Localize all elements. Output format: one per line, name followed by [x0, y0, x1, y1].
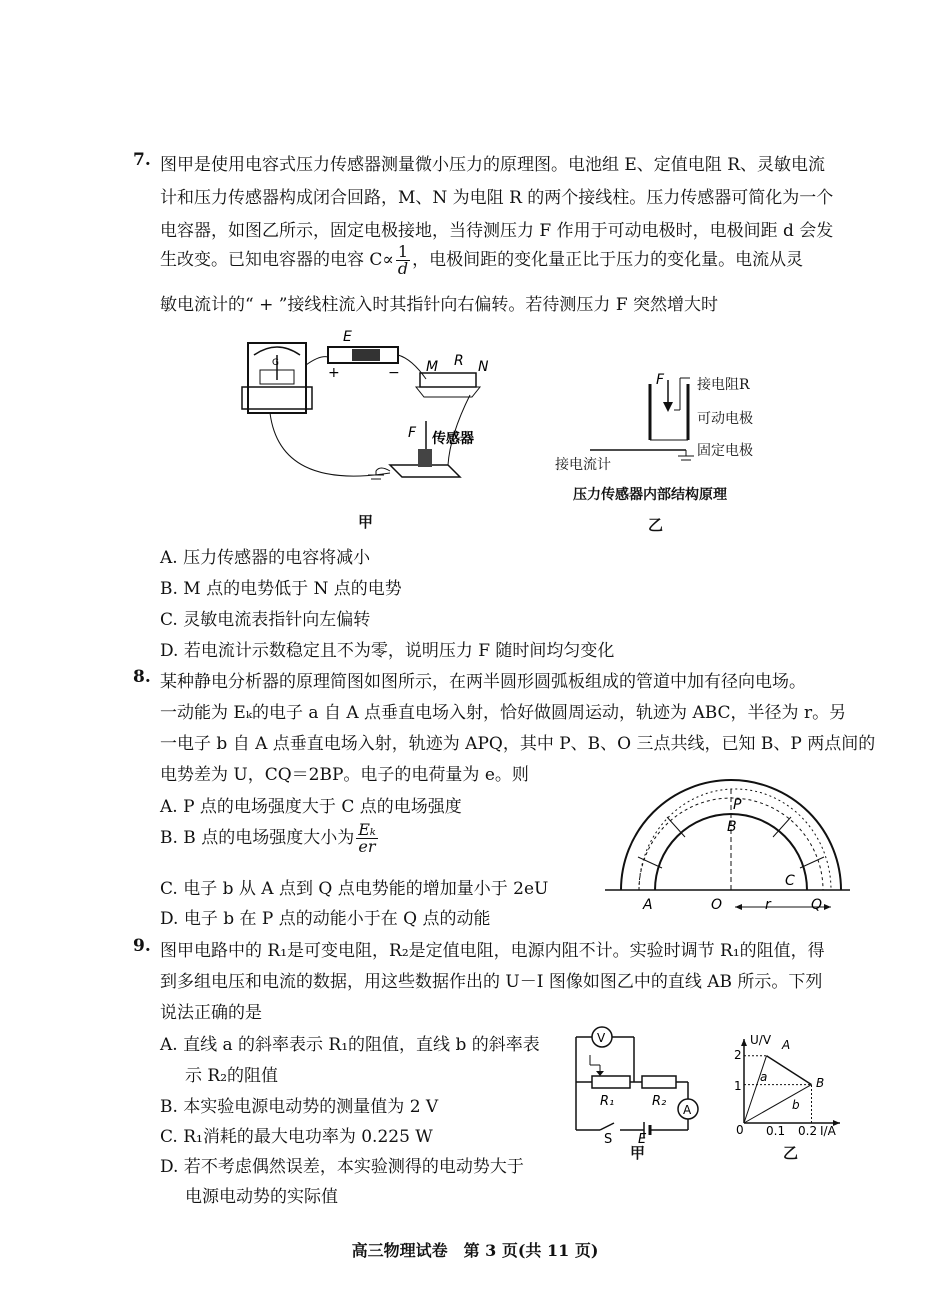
- q7-fig-b-to-r: 接电阻R: [697, 377, 750, 393]
- q7-line-4b: ，电极间距的变化量正比于压力的变化量。电流从灵: [412, 250, 804, 270]
- q9-graph-caption: 乙: [783, 1144, 799, 1162]
- q9-graph-ytick-1: 1: [734, 1079, 742, 1093]
- q7-option-b[interactable]: B. M 点的电势低于 N 点的电势: [160, 579, 402, 599]
- q9-option-a-cont: 示 R₂的阻值: [185, 1066, 279, 1086]
- fig-a-label-r: R: [454, 353, 464, 369]
- q7-figure-a: [240, 325, 489, 515]
- q9-graph-xtick-01: 0.1: [766, 1124, 786, 1138]
- q7-number: 7.: [133, 150, 151, 170]
- q9-graph: [732, 1033, 844, 1138]
- fig-a-label-f: F: [408, 425, 417, 441]
- q7-line-4a: 生改变。已知电容器的电容 C∝: [160, 250, 394, 270]
- q9-line-3: 说法正确的是: [160, 1003, 262, 1023]
- fig-a-label-sensor: 传感器: [432, 431, 474, 447]
- q7-line-5: 敏电流计的“ + ”接线柱流入时其指针向右偏转。若待测压力 F 突然增大时: [160, 295, 719, 315]
- q8-option-b[interactable]: B. B 点的电场强度大小为 $\frac{\text{Eₖ}}{er}$: [160, 820, 376, 856]
- q8-fig-label-b: B: [727, 819, 737, 835]
- q9-graph-label-a-line: a: [760, 1070, 768, 1084]
- q7-option-d[interactable]: D. 若电流计示数稳定且不为零，说明压力 F 随时间均匀变化: [160, 641, 615, 661]
- q7-fig-b-fixed: 固定电极: [697, 443, 753, 459]
- q8-fig-label-c: C: [785, 873, 795, 889]
- page-footer: 高三物理试卷 第 3 页(共 11 页): [351, 1241, 599, 1260]
- q7-line-2: 计和压力传感器构成闭合回路，M、N 为电阻 R 的两个接线柱。压力传感器可简化为一个: [160, 188, 834, 208]
- q7-line-3: 电容器，如图乙所示，固定电极接地，当待测压力 F 作用于可动电极时，电极间距 d 会发: [160, 221, 834, 241]
- q9-number: 9.: [133, 936, 151, 956]
- q8-option-a[interactable]: A. P 点的电场强度大于 C 点的电场强度: [160, 797, 462, 817]
- q8-line-1: 某种静电分析器的原理简图如图所示，在两半圆形圆弧板组成的管道中加有径向电场。: [160, 672, 806, 692]
- q9-circuit: [570, 1025, 720, 1147]
- q9-graph-x-axis: I/A: [820, 1124, 836, 1138]
- q8-fig-label-p: P: [733, 797, 742, 813]
- fig-a-label-plus: +: [328, 365, 340, 381]
- q8-fig-label-q: Q: [811, 897, 823, 913]
- q9-circuit-a: A: [683, 1103, 692, 1117]
- q9-circuit-caption: 甲: [630, 1144, 646, 1162]
- q9-graph-y-axis: U/V: [750, 1033, 772, 1047]
- fig-a-label-g: G: [272, 358, 279, 368]
- q7-option-c[interactable]: C. 灵敏电流表指针向左偏转: [160, 610, 371, 630]
- fig-b-label-f: F: [656, 372, 665, 388]
- q9-circuit-e: E: [638, 1132, 647, 1147]
- q9-option-c[interactable]: C. R₁消耗的最大电功率为 0.225 W: [160, 1127, 433, 1147]
- q7-fig-b-title: 压力传感器内部结构原理: [573, 487, 727, 503]
- q9-graph-label-a-point: A: [782, 1038, 791, 1052]
- q7-fig-b-movable: 可动电极: [697, 411, 753, 427]
- q9-graph-label-b-point: B: [816, 1076, 825, 1090]
- q9-graph-ytick-2: 2: [734, 1048, 742, 1062]
- q8-line-3: 一电子 b 自 A 点垂直电场入射，轨迹为 APQ，其中 P、B、O 三点共线，已知 B、P 两点间的: [160, 734, 876, 754]
- q9-circuit-r1: R₁: [600, 1094, 615, 1109]
- q9-graph-label-b-line: b: [792, 1098, 800, 1112]
- fig-a-label-minus: −: [388, 365, 400, 381]
- q8-figure: [605, 795, 850, 915]
- q9-circuit-v: V: [597, 1031, 606, 1045]
- q9-graph-xtick-02: 0.2: [798, 1124, 818, 1138]
- q8-fig-label-o: O: [711, 897, 723, 913]
- fig-a-label-n: N: [478, 359, 489, 375]
- q9-circuit-r2: R₂: [652, 1094, 667, 1109]
- q8-fig-label-r: r: [765, 897, 771, 913]
- q8-option-b-fraction: $\frac{\text{Eₖ}}{er}$: [358, 820, 376, 856]
- q8-fig-label-a: A: [643, 897, 653, 913]
- q7-fig-b-caption: 乙: [648, 516, 664, 534]
- fig-a-label-e: E: [343, 329, 352, 345]
- q9-option-a[interactable]: A. 直线 a 的斜率表示 R₁的阻值，直线 b 的斜率表: [160, 1035, 540, 1055]
- q9-graph-origin: 0: [736, 1123, 744, 1137]
- q9-circuit-s: S: [604, 1132, 613, 1147]
- q9-line-1: 图甲电路中的 R₁是可变电阻，R₂是定值电阻，电源内阻不计。实验时调节 R₁的阻值，得: [160, 941, 825, 961]
- fig-a-label-m: M: [426, 359, 439, 375]
- q9-line-2: 到多组电压和电流的数据，用这些数据作出的 U－I 图像如图乙中的直线 AB 所示。下列: [160, 972, 823, 992]
- q7-fig-a-caption: 甲: [358, 513, 374, 531]
- q7-option-a[interactable]: A. 压力传感器的电容将减小: [160, 548, 371, 568]
- q8-number: 8.: [133, 667, 151, 687]
- q8-line-4: 电势差为 U，CQ＝2BP。电子的电荷量为 e。则: [160, 765, 529, 785]
- q8-option-c[interactable]: C. 电子 b 从 A 点到 Q 点电势能的增加量小于 2eU: [160, 879, 549, 899]
- q8-line-2: 一动能为 Eₖ的电子 a 自 A 点垂直电场入射，恰好做圆周运动，轨迹为 ABC，半径为 r。另: [160, 703, 847, 723]
- q7-line-4: [160, 244, 803, 277]
- q7-fraction: $\frac{1}{d}$: [397, 242, 409, 278]
- q7-line-1: 图甲是使用电容式压力传感器测量微小压力的原理图。电池组 E、定值电阻 R、灵敏电流: [160, 155, 826, 175]
- q8-option-d[interactable]: D. 电子 b 在 P 点的动能小于在 Q 点的动能: [160, 909, 491, 929]
- q7-fig-b-to-meter: 接电流计: [555, 457, 611, 473]
- q9-option-b[interactable]: B. 本实验电源电动势的测量值为 2 V: [160, 1097, 439, 1117]
- q9-option-d[interactable]: D. 若不考虑偶然误差，本实验测得的电动势大于: [160, 1157, 524, 1177]
- q9-option-d-cont: 电源电动势的实际值: [185, 1187, 338, 1207]
